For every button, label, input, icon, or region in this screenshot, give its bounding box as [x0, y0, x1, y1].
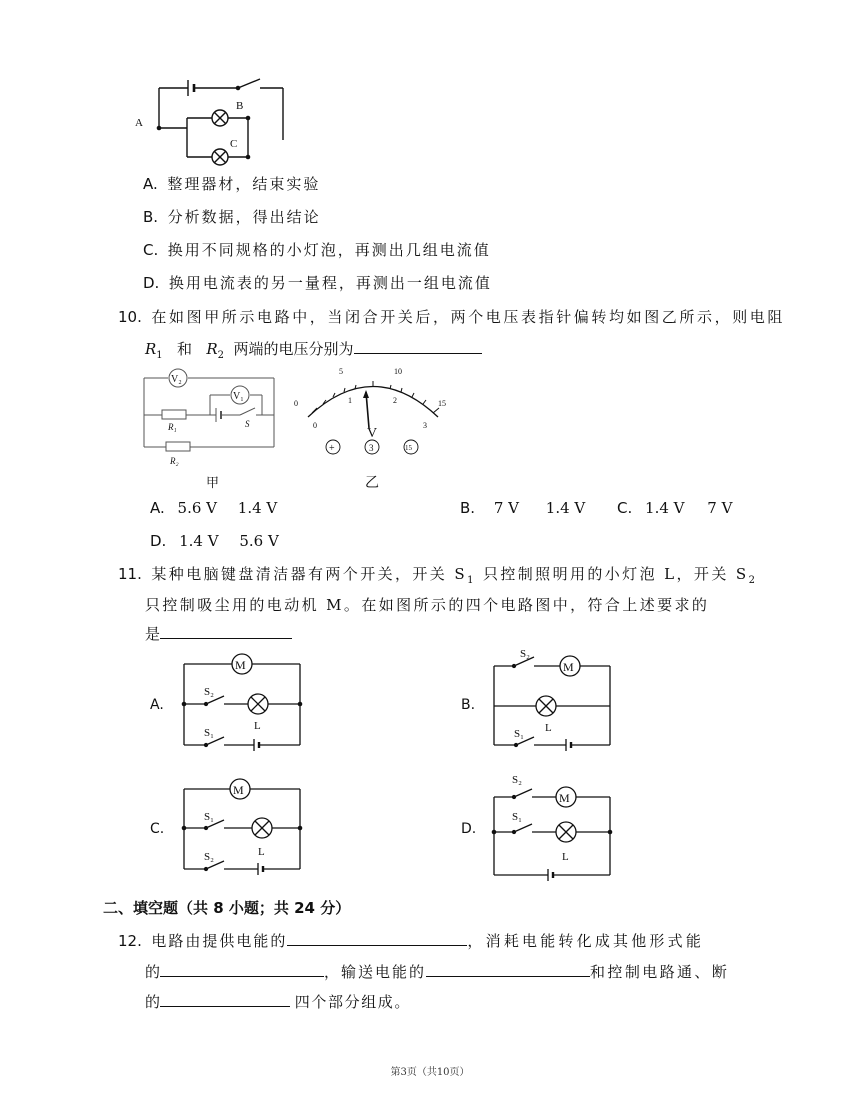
q11-circuit-b [490, 646, 620, 750]
q12-line1: 12. 电路由提供电能的 ，消耗电能转化成其他形式能 [118, 929, 704, 952]
terminal-3: 3 [369, 443, 374, 453]
terminal-plus: + [329, 443, 335, 454]
bottom-scale-2: 2 [393, 396, 397, 405]
a-switch-top-label: S₂ [204, 686, 214, 698]
c-lamp-label: L [258, 846, 265, 858]
q9-circuit-figure [130, 78, 300, 168]
q9-option-d: D. 换用电流表的另一量程，再测出一组电流值 [143, 274, 492, 292]
a-motor-label: M [235, 658, 246, 672]
q11-circuit-a [180, 648, 310, 750]
d-motor-label: M [559, 791, 570, 805]
q11-circuit-d-key: D. [461, 821, 477, 837]
q9-option-c: C. 换用不同规格的小灯泡，再测出几组电流值 [143, 241, 491, 259]
q9-option-a: A. 整理器材，结束实验 [143, 175, 321, 193]
page-footer: 第3页（共10页） [390, 1067, 470, 1078]
b-lamp-label: L [545, 722, 552, 734]
s-label: S [245, 419, 250, 429]
q10-figure-jia [140, 368, 280, 468]
q10-answer-blank[interactable] [354, 337, 482, 354]
q12-line3: 的 四个部分组成。 [145, 990, 411, 1013]
q10-stem-line1: 10. 在如图甲所示电路中，当闭合开关后，两个电压表指针偏转均如图乙所示，则电阻 [118, 308, 786, 326]
label-b: B [236, 100, 244, 112]
a-lamp-label: L [254, 720, 261, 732]
b-switch-top-label: S₂ [520, 648, 530, 660]
label-a: A [135, 117, 143, 129]
q12-blank-2[interactable] [160, 960, 324, 977]
q12-blank-1[interactable] [287, 929, 467, 946]
q12-blank-3[interactable] [426, 960, 590, 977]
bottom-scale-0: 0 [313, 421, 317, 430]
r1-label: R₁ [168, 422, 177, 432]
q11-circuit-b-key: B. [461, 697, 476, 713]
q12-blank-4[interactable] [160, 990, 290, 1007]
q10-option-d: D. 1.4 V 5.6 V [150, 532, 279, 550]
q11-stem-line3: 是 [145, 622, 292, 645]
voltmeter-unit: V [367, 426, 378, 441]
q11-answer-blank[interactable] [160, 622, 292, 639]
q12-line2: 的 ，输送电能的 和控制电路通、断 [145, 960, 729, 983]
d-switch-bottom-label: S₁ [512, 811, 522, 823]
label-c: C [230, 138, 238, 150]
v2-meter-label: V₂ [171, 374, 182, 385]
caption-jia: 甲 [206, 476, 220, 491]
top-scale-5: 5 [339, 367, 343, 376]
v1-meter-label: V₁ [233, 391, 244, 402]
q10-option-c: C. 1.4 V 7 V [617, 499, 733, 517]
d-lamp-label: L [562, 851, 569, 863]
caption-yi: 乙 [365, 475, 379, 491]
q9-option-b: B. 分析数据，得出结论 [143, 208, 321, 226]
q11-circuit-c [180, 773, 310, 875]
top-scale-10: 10 [394, 367, 402, 376]
q10-option-b: B. 7 V 1.4 V [460, 499, 586, 517]
top-scale-15: 15 [438, 399, 446, 408]
c-motor-label: M [233, 783, 244, 797]
q10-stem-line2: $R_1$ 和 $R_2$ 两端的电压分别为 [145, 337, 482, 367]
a-switch-bottom-label: S₁ [204, 727, 214, 739]
q11-circuit-c-key: C. [150, 821, 165, 837]
q11-stem-line2: 只控制吸尘用的电动机 M。在如图所示的四个电路图中，符合上述要求的 [145, 596, 710, 614]
q10-option-a: A. 5.6 V 1.4 V [150, 499, 278, 517]
q11-stem-line1: 11. 某种电脑键盘清洁器有两个开关，开关 $S_1$ 只控制照明用的小灯泡 L，开关 $S_2$ [118, 565, 755, 586]
top-scale-0: 0 [294, 399, 298, 408]
r2-label: R₂ [170, 456, 179, 466]
section2-title: 二、填空题（共 8 小题；共 24 分） [103, 899, 351, 917]
terminal-15: 15 [405, 444, 412, 452]
b-motor-label: M [563, 660, 574, 674]
q11-circuit-d [490, 770, 620, 886]
q10-figure-yi-voltmeter [290, 362, 460, 462]
bottom-scale-1: 1 [348, 396, 352, 405]
d-switch-top-label: S₂ [512, 774, 522, 786]
bottom-scale-3: 3 [423, 421, 427, 430]
b-switch-bottom-label: S₁ [514, 728, 524, 740]
c-switch-bottom-label: S₂ [204, 851, 214, 863]
q11-circuit-a-key: A. [150, 697, 164, 713]
c-switch-top-label: S₁ [204, 811, 214, 823]
